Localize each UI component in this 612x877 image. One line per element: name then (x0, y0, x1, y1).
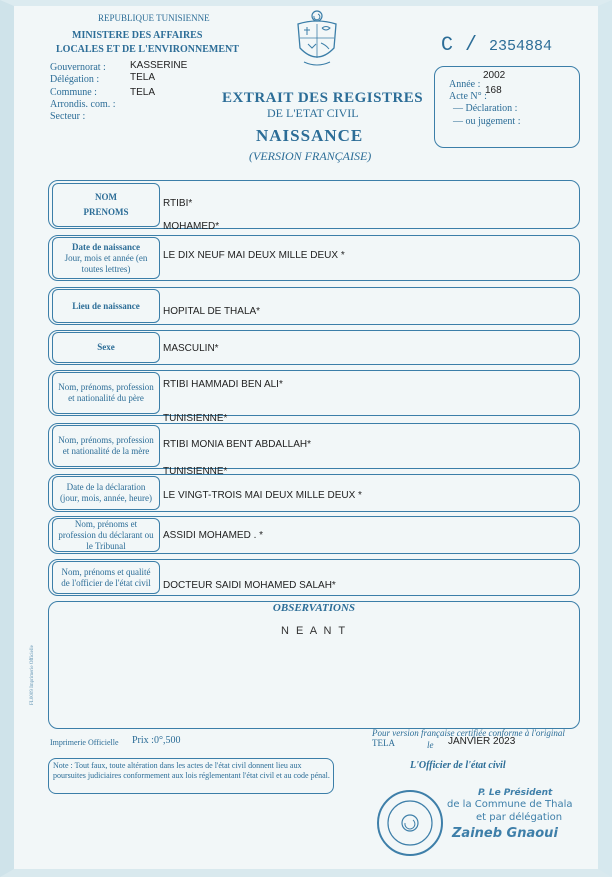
side-print-code: FL0009 Imprimerie Officielle (30, 645, 35, 705)
nom-value: RTIBI* (163, 198, 193, 209)
prenoms-label: PRENOMS (83, 207, 129, 217)
name-label-cell (52, 183, 160, 227)
observations-box (48, 601, 580, 729)
officer-value: DOCTEUR SAIDI MOHAMED SALAH* (163, 580, 336, 591)
acte-label: Acte N° : (449, 91, 487, 102)
officer-label: Nom, prénoms et qualité de l'officier de l'état civil (52, 561, 160, 594)
gouvernorat-label: Gouvernorat : (50, 62, 106, 73)
stamp-line2: de la Commune de Thala (447, 799, 573, 810)
delegation-label: Délégation : (50, 74, 100, 85)
annee-value: 2002 (483, 70, 506, 81)
commune-label: Commune : (50, 87, 97, 98)
issue-le: le (427, 740, 434, 750)
birth-date-label-cell (52, 237, 160, 279)
document-subtitle: DE L'ETAT CIVIL (267, 106, 359, 120)
secteur-label: Secteur : (50, 111, 86, 122)
declarant-value: ASSIDI MOHAMED . * (163, 530, 264, 541)
conformity-line: Pour version française certifiée conforme à l'original (372, 728, 565, 738)
coat-of-arms-icon (290, 8, 344, 70)
version-label: (VERSION FRANÇAISE) (249, 149, 372, 163)
jugement-label: — ou jugement : (453, 116, 521, 127)
birth-date-label: Date de naissance (72, 241, 140, 252)
republic-label: REPUBLIQUE TUNISIENNE (98, 13, 210, 23)
price-label: Prix :0°,500 (132, 735, 181, 746)
father-value: RTIBI HAMMADI BEN ALI* (163, 379, 283, 390)
observations-value: N E A N T (280, 625, 348, 637)
birth-place-label: Lieu de naissance (52, 289, 160, 323)
mother-label: Nom, prénoms, profession et nationalité de la mère (52, 425, 160, 467)
birth-date-sublabel: Jour, mois et année (en toutes lettres) (64, 252, 148, 274)
legal-note-box (48, 758, 334, 794)
declaration-date-value: LE VINGT-TROIS MAI DEUX MILLE DEUX * (163, 490, 362, 501)
official-stamp-icon (375, 788, 445, 858)
father-label: Nom, prénoms, profession et nationalité du père (52, 372, 160, 414)
birth-place-value: HOPITAL DE THALA* (163, 306, 261, 317)
signature: Zaineb Gnaoui (452, 826, 558, 841)
act-info-box (434, 66, 580, 148)
issue-date: JANVIER 2023 (448, 736, 516, 747)
serial-prefix: C / (441, 34, 478, 57)
declaration-date-label: Date de la déclaration (jour, mois, année, heure) (52, 476, 160, 510)
mother-value: RTIBI MONIA BENT ABDALLAH* (163, 439, 312, 450)
ministry-line1: MINISTERE DES AFFAIRES (72, 30, 203, 41)
printer-label: Imprimerie Officielle (50, 738, 119, 747)
document-title: EXTRAIT DES REGISTRES (222, 90, 424, 106)
declaration-label: — Déclaration : (453, 103, 518, 114)
mother-nationality: TUNISIENNE* (163, 466, 228, 477)
document-type: NAISSANCE (256, 126, 364, 145)
acte-value: 168 (485, 85, 502, 96)
delegation-value: TELA (130, 72, 156, 83)
issue-place: TELA (372, 738, 395, 748)
declarant-label: Nom, prénoms et profession du déclarant ou le Tribunal (52, 518, 160, 552)
serial-number (441, 34, 552, 57)
officer-title: L'Officier de l'état civil (410, 760, 506, 771)
birth-date-value: LE DIX NEUF MAI DEUX MILLE DEUX * (163, 250, 345, 261)
stamp-line3: et par délégation (476, 812, 563, 823)
annee-label: Année : (449, 79, 481, 90)
serial-value: 2354884 (489, 38, 553, 55)
ministry-line2: LOCALES ET DE L'ENVIRONNEMENT (56, 44, 239, 55)
stamp-line1: P. Le Président (478, 788, 553, 798)
arrondis-label: Arrondis. com. : (50, 99, 116, 110)
commune-value: TELA (130, 87, 156, 98)
prenoms-value: MOHAMED* (163, 221, 220, 232)
legal-note: Note : Tout faux, toute altération dans les actes de l'état civil donnent lieu aux poursuites judiciaires conformement aux lois réglementant l'état civil et au code pénal. (53, 761, 330, 780)
sex-value: MASCULIN* (163, 343, 219, 354)
father-nationality: TUNISIENNE* (163, 413, 228, 424)
sex-label: Sexe (52, 332, 160, 363)
nom-label: NOM (95, 192, 117, 202)
gouvernorat-value: KASSERINE (130, 60, 188, 71)
observations-title: OBSERVATIONS (272, 602, 356, 614)
